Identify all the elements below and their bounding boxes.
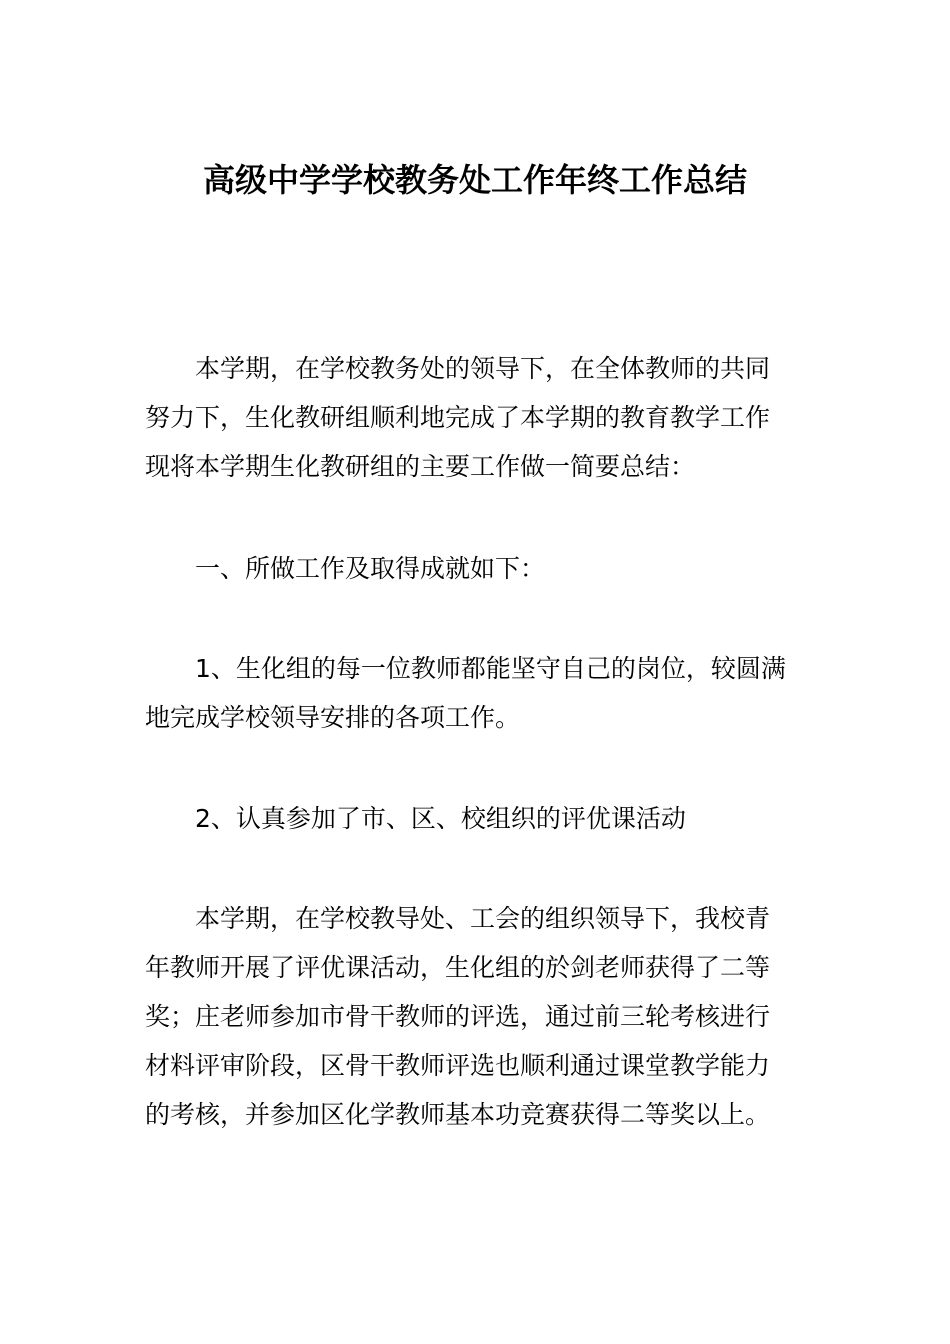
- paragraph-detail: [145, 894, 810, 1139]
- paragraph-line: 地完成学校领导安排的各项工作。: [145, 703, 521, 732]
- paragraph-line: 本学期，在学校教务处的领导下，在全体教师的共同: [195, 354, 771, 383]
- paragraph-line: 一、所做工作及取得成就如下：: [195, 554, 546, 583]
- paragraph-line: 现将本学期生化教研组的主要工作做一简要总结：: [145, 452, 696, 481]
- paragraph-line: 年教师开展了评优课活动，生化组的於剑老师获得了二等: [145, 953, 771, 982]
- paragraph-line: 2、认真参加了市、区、校组织的评优课活动: [195, 804, 686, 833]
- list-item-1: [145, 644, 810, 742]
- paragraph-line: 努力下，生化教研组顺利地完成了本学期的教育教学工作: [145, 403, 771, 432]
- list-item-2: [145, 794, 810, 843]
- paragraph-line: 本学期，在学校教导处、工会的组织领导下，我校青: [195, 904, 771, 933]
- paragraph-intro: [145, 344, 810, 491]
- paragraph-line: 1、生化组的每一位教师都能坚守自己的岗位，较圆满: [195, 654, 786, 683]
- paragraph-line: 奖；庄老师参加市骨干教师的评选，通过前三轮考核进行: [145, 1002, 771, 1031]
- section-heading: [145, 544, 810, 593]
- paragraph-line: 材料评审阶段，区骨干教师评选也顺利通过课堂教学能力: [145, 1051, 771, 1080]
- paragraph-line: 的考核，并参加区化学教师基本功竞赛获得二等奖以上。: [145, 1100, 771, 1129]
- document-title: 高级中学学校教务处工作年终工作总结: [202, 161, 747, 199]
